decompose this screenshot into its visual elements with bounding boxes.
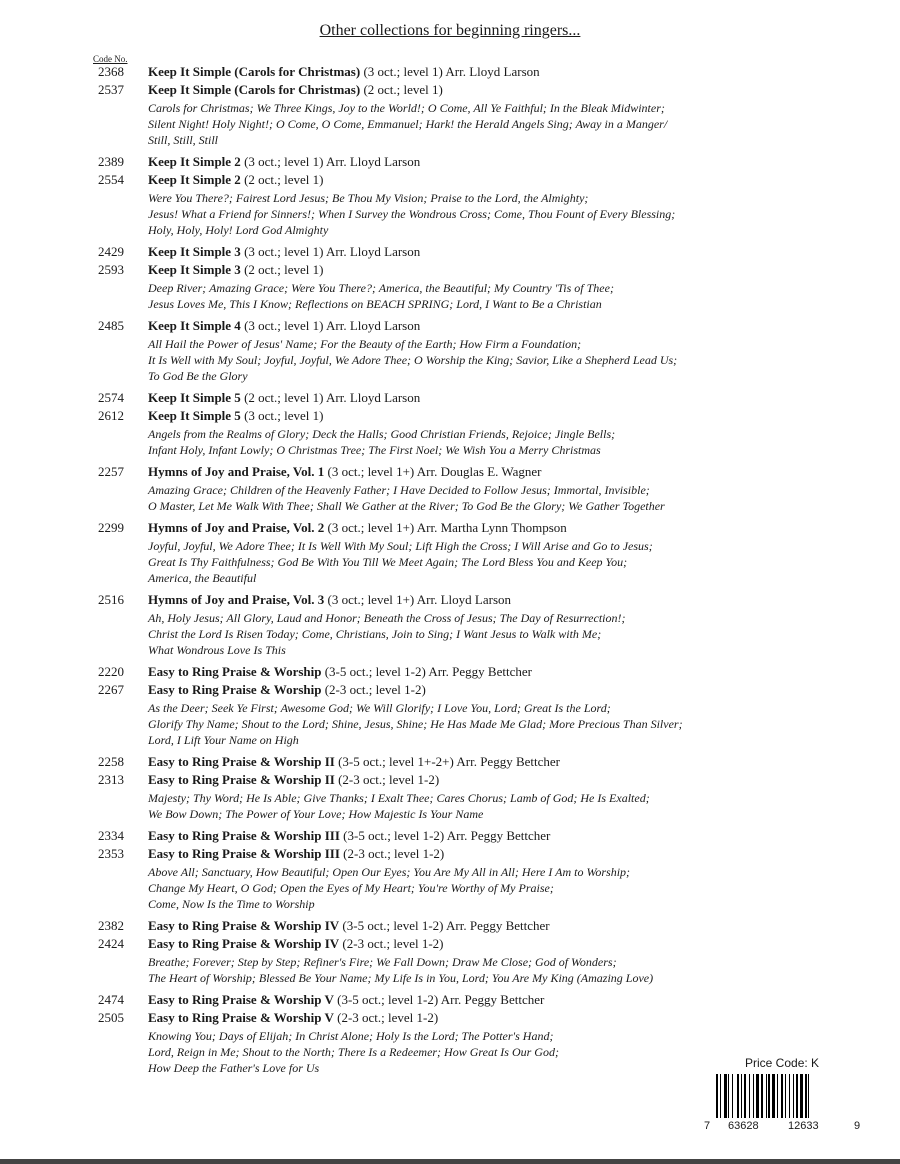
contents-line: Were You There?; Fairest Lord Jesus; Be Thou My Vision; Praise to the Lord, the Almighty; (148, 191, 589, 205)
collection-title: Easy to Ring Praise & Worship IV (148, 918, 340, 933)
code-number: 2299 (98, 520, 124, 535)
contents-line: Angels from the Realms of Glory; Deck the Halls; Good Christian Friends, Rejoice; Jingle Bells; (148, 427, 616, 441)
barcode-bar (732, 1074, 733, 1118)
collection-info: (3-5 oct.; level 1+-2+) Arr. Peggy Bettcher (338, 754, 560, 769)
code-number: 2389 (98, 154, 124, 169)
code-number: 2313 (98, 772, 124, 787)
collection-info: (3-5 oct.; level 1-2) Arr. Peggy Bettcher (342, 918, 550, 933)
collection-title: Keep It Simple 2 (148, 154, 241, 169)
contents-list (0, 426, 860, 458)
contents-line: Jesus Loves Me, This I Know; Reflections on BEACH SPRING; Lord, I Want to Be a Christian (148, 297, 602, 311)
contents-list (0, 100, 860, 148)
entry-text (148, 828, 550, 844)
barcode-bar (785, 1074, 786, 1118)
collection-info: (2-3 oct.; level 1-2) (337, 1010, 439, 1025)
collection-info: (3 oct.; level 1) Arr. Lloyd Larson (244, 318, 421, 333)
code-number: 2485 (98, 318, 124, 333)
contents-list (0, 790, 860, 822)
code-number: 2612 (98, 408, 124, 423)
collection-title: Hymns of Joy and Praise, Vol. 3 (148, 592, 325, 607)
barcode-bar (800, 1074, 803, 1118)
code-number: 2382 (98, 918, 124, 933)
collection-title: Easy to Ring Praise & Worship V (148, 1010, 334, 1025)
barcode-bar (720, 1074, 721, 1118)
collection-info: (2 oct.; level 1) (363, 82, 443, 97)
catalog-entry (0, 318, 860, 384)
entry-line (0, 846, 860, 864)
entry-line (0, 82, 860, 100)
entry-text (148, 772, 439, 788)
contents-line: Joyful, Joyful, We Adore Thee; It Is Well With My Soul; Lift High the Cross; I Will Arise and Go to Jesus; (148, 539, 653, 553)
collection-info: (2 oct.; level 1) Arr. Lloyd Larson (244, 390, 421, 405)
collection-title: Easy to Ring Praise & Worship V (148, 992, 334, 1007)
collection-info: (3 oct.; level 1) Arr. Lloyd Larson (244, 244, 421, 259)
code-number: 2537 (98, 82, 124, 97)
collection-info: (3 oct.; level 1) (244, 408, 324, 423)
entry-text (148, 262, 323, 278)
collection-info: (3-5 oct.; level 1-2) Arr. Peggy Bettcher (337, 992, 545, 1007)
entry-text (148, 390, 420, 406)
entry-line (0, 244, 860, 262)
collection-title: Keep It Simple 2 (148, 172, 241, 187)
contents-list (0, 190, 860, 238)
entry-line (0, 754, 860, 772)
code-number: 2353 (98, 846, 124, 861)
entry-line (0, 992, 860, 1010)
catalog-entry (0, 664, 860, 748)
entry-line (0, 318, 860, 336)
contents-line: America, the Beautiful (148, 571, 257, 585)
collection-info: (2 oct.; level 1) (244, 262, 324, 277)
code-number: 2474 (98, 992, 124, 1007)
barcode-bar (741, 1074, 742, 1118)
collection-title: Easy to Ring Praise & Worship III (148, 828, 340, 843)
barcode-bar (777, 1074, 778, 1118)
code-number: 2505 (98, 1010, 124, 1025)
contents-list (0, 700, 860, 748)
code-number: 2429 (98, 244, 124, 259)
contents-line: Carols for Christmas; We Three Kings, Joy to the World!; O Come, All Ye Faithful; In the Bleak Midwinter; (148, 101, 665, 115)
bottom-rule (0, 1159, 900, 1164)
contents-list (0, 954, 860, 986)
entry-line (0, 390, 860, 408)
contents-line: Knowing You; Days of Elijah; In Christ Alone; Holy Is the Lord; The Potter's Hand; (148, 1029, 554, 1043)
entry-line (0, 664, 860, 682)
barcode-middle-left: 63628 (728, 1120, 759, 1132)
entry-line (0, 408, 860, 426)
code-number: 2257 (98, 464, 124, 479)
catalog-entry (0, 592, 860, 658)
code-number: 2267 (98, 682, 124, 697)
contents-line: O Master, Let Me Walk With Thee; Shall We Gather at the River; To God Be the Glory; We Gather Together (148, 499, 665, 513)
entry-text (148, 520, 567, 536)
contents-line: Change My Heart, O God; Open the Eyes of My Heart; You're Worthy of My Praise; (148, 881, 554, 895)
collection-info: (2-3 oct.; level 1-2) (342, 936, 444, 951)
contents-line: Ah, Holy Jesus; All Glory, Laud and Honor; Beneath the Cross of Jesus; The Day of Resurrection!; (148, 611, 626, 625)
barcode-bar (728, 1074, 729, 1118)
collection-title: Easy to Ring Praise & Worship II (148, 754, 335, 769)
entry-text (148, 1010, 438, 1026)
entry-text (148, 682, 426, 698)
collection-info: (3-5 oct.; level 1-2) Arr. Peggy Bettcher (343, 828, 551, 843)
contents-line: Great Is Thy Faithfulness; God Be With You Till We Meet Again; The Lord Bless You and Keep You; (148, 555, 628, 569)
collection-info: (3 oct.; level 1) Arr. Lloyd Larson (244, 154, 421, 169)
code-number: 2258 (98, 754, 124, 769)
contents-line: Lord, I Lift Your Name on High (148, 733, 299, 747)
catalog-entry (0, 754, 860, 822)
contents-list (0, 336, 860, 384)
contents-line: Jesus! What a Friend for Sinners!; When I Survey the Wondrous Cross; Come, Thou Fount of Every Blessing; (148, 207, 676, 221)
contents-list (0, 864, 860, 912)
contents-line: Holy, Holy, Holy! Lord God Almighty (148, 223, 329, 237)
collection-title: Keep It Simple (Carols for Christmas) (148, 82, 361, 97)
catalog-entry (0, 464, 860, 514)
collection-title: Easy to Ring Praise & Worship IV (148, 936, 340, 951)
entry-text (148, 82, 443, 98)
code-number: 2220 (98, 664, 124, 679)
code-number: 2334 (98, 828, 124, 843)
contents-line: Still, Still, Still (148, 133, 219, 147)
collection-info: (2-3 oct.; level 1-2) (338, 772, 440, 787)
collection-info: (3 oct.; level 1) Arr. Lloyd Larson (363, 64, 540, 79)
catalog-entry (0, 992, 860, 1076)
entry-text (148, 846, 444, 862)
barcode-right-digit: 9 (854, 1120, 861, 1132)
code-number: 2554 (98, 172, 124, 187)
catalog-entry (0, 918, 860, 986)
barcode-bar (793, 1074, 794, 1118)
entry-text (148, 172, 323, 188)
collection-title: Keep It Simple 5 (148, 390, 241, 405)
contents-line: Majesty; Thy Word; He Is Able; Give Thanks; I Exalt Thee; Cares Chorus; Lamb of God; He Is Exalted; (148, 791, 650, 805)
entry-text (148, 918, 550, 934)
contents-line: Silent Night! Holy Night!; O Come, O Come, Emmanuel; Hark! the Herald Angels Sing; Away in a Manger/ (148, 117, 668, 131)
code-number-header: Code No. (93, 54, 128, 64)
collection-title: Keep It Simple 3 (148, 262, 241, 277)
catalog-entry (0, 390, 860, 458)
code-number: 2593 (98, 262, 124, 277)
entry-text (148, 64, 540, 80)
contents-list (0, 1028, 860, 1076)
barcode-bar (724, 1074, 727, 1118)
contents-line: What Wondrous Love Is This (148, 643, 286, 657)
catalog-entry (0, 244, 860, 312)
contents-line: How Deep the Father's Love for Us (148, 1061, 320, 1075)
barcode-bar (768, 1074, 770, 1118)
contents-list (0, 280, 860, 312)
price-code: Price Code: K (745, 1056, 820, 1070)
collection-info: (3 oct.; level 1+) Arr. Martha Lynn Thompson (327, 520, 567, 535)
barcode-bar (781, 1074, 783, 1118)
barcode-left-digit: 7 (704, 1120, 711, 1132)
collection-title: Easy to Ring Praise & Worship (148, 664, 322, 679)
code-number: 2368 (98, 64, 124, 79)
collection-title: Keep It Simple (Carols for Christmas) (148, 64, 361, 79)
contents-line: The Heart of Worship; Blessed Be Your Name; My Life Is in You, Lord; You Are My King (Amazing Love) (148, 971, 654, 985)
barcode-middle-right: 12633 (788, 1120, 819, 1132)
contents-list (0, 610, 860, 658)
entry-text (148, 664, 532, 680)
entry-line (0, 936, 860, 954)
contents-line: Lord, Reign in Me; Shout to the North; There Is a Redeemer; How Great Is Our God; (148, 1045, 559, 1059)
entry-text (148, 244, 420, 260)
collection-info: (2-3 oct.; level 1-2) (324, 682, 426, 697)
entry-line (0, 828, 860, 846)
barcode (704, 1074, 861, 1132)
contents-line: We Bow Down; The Power of Your Love; How Majestic Is Your Name (148, 807, 484, 821)
entry-line (0, 918, 860, 936)
entry-line (0, 592, 860, 610)
barcode-bar (749, 1074, 750, 1118)
barcode-bar (756, 1074, 759, 1118)
entry-line (0, 464, 860, 482)
contents-line: Come, Now Is the Time to Worship (148, 897, 315, 911)
contents-line: It Is Well with My Soul; Joyful, Joyful, We Adore Thee; O Worship the King; Savior, Like a Shepherd Lead Us; (148, 353, 678, 367)
barcode-bar (789, 1074, 790, 1118)
collection-info: (3 oct.; level 1+) Arr. Douglas E. Wagner (327, 464, 542, 479)
catalog-entry (0, 520, 860, 586)
barcode-bars (716, 1074, 848, 1118)
contents-line: As the Deer; Seek Ye First; Awesome God; We Will Glorify; I Love You, Lord; Great Is the Lord; (148, 701, 611, 715)
barcode-bar (744, 1074, 746, 1118)
barcode-bar (716, 1074, 718, 1118)
barcode-bar (808, 1074, 809, 1118)
entry-text (148, 992, 544, 1008)
catalog-list (0, 64, 860, 1082)
entry-line (0, 262, 860, 280)
collection-info: (3 oct.; level 1+) Arr. Lloyd Larson (327, 592, 512, 607)
collection-title: Keep It Simple 4 (148, 318, 241, 333)
entry-line (0, 1010, 860, 1028)
entry-line (0, 172, 860, 190)
contents-line: All Hail the Power of Jesus' Name; For the Beauty of the Earth; How Firm a Foundation; (148, 337, 582, 351)
code-number: 2516 (98, 592, 124, 607)
entry-line (0, 154, 860, 172)
collection-info: (2 oct.; level 1) (244, 172, 324, 187)
code-number: 2424 (98, 936, 124, 951)
entry-text (148, 154, 420, 170)
catalog-entry (0, 828, 860, 912)
contents-line: Amazing Grace; Children of the Heavenly Father; I Have Decided to Follow Jesus; Immortal, Invisible; (148, 483, 650, 497)
collection-title: Easy to Ring Praise & Worship II (148, 772, 335, 787)
contents-list (0, 538, 860, 586)
contents-line: Above All; Sanctuary, How Beautiful; Open Our Eyes; You Are My All in All; Here I Am to Worship; (148, 865, 631, 879)
entry-line (0, 520, 860, 538)
contents-line: To God Be the Glory (148, 369, 248, 383)
collection-title: Keep It Simple 5 (148, 408, 241, 423)
contents-line: Breathe; Forever; Step by Step; Refiner's Fire; We Fall Down; Draw Me Close; God of Wonders; (148, 955, 617, 969)
collection-info: (3-5 oct.; level 1-2) Arr. Peggy Bettcher (324, 664, 532, 679)
entry-line (0, 682, 860, 700)
collection-title: Easy to Ring Praise & Worship (148, 682, 322, 697)
barcode-bar (796, 1074, 798, 1118)
page-title: Other collections for beginning ringers... (319, 22, 581, 39)
barcode-bar (761, 1074, 763, 1118)
entry-text (148, 408, 323, 424)
barcode-bar (772, 1074, 775, 1118)
entry-text (148, 464, 542, 480)
entry-text (148, 318, 420, 334)
entry-text (148, 592, 511, 608)
entry-text (148, 754, 560, 770)
contents-line: Deep River; Amazing Grace; Were You There?; America, the Beautiful; My Country 'Tis of Thee; (148, 281, 614, 295)
collection-title: Keep It Simple 3 (148, 244, 241, 259)
catalog-entry (0, 64, 860, 148)
contents-line: Christ the Lord Is Risen Today; Come, Christians, Join to Sing; I Want Jesus to Walk with Me; (148, 627, 602, 641)
collection-title: Easy to Ring Praise & Worship III (148, 846, 340, 861)
collection-info: (2-3 oct.; level 1-2) (343, 846, 445, 861)
entry-line (0, 772, 860, 790)
entry-line (0, 64, 860, 82)
contents-line: Glorify Thy Name; Shout to the Lord; Shine, Jesus, Shine; He Has Made Me Glad; More Precious Than Silver; (148, 717, 683, 731)
contents-line: Infant Holy, Infant Lowly; O Christmas Tree; The First Noel; We Wish You a Merry Christmas (148, 443, 601, 457)
code-number: 2574 (98, 390, 124, 405)
catalog-entry (0, 154, 860, 238)
entry-text (148, 936, 444, 952)
barcode-bar (737, 1074, 739, 1118)
barcode-bar (805, 1074, 807, 1118)
barcode-bar (766, 1074, 767, 1118)
collection-title: Hymns of Joy and Praise, Vol. 1 (148, 464, 325, 479)
contents-list (0, 482, 860, 514)
barcode-bar (753, 1074, 754, 1118)
collection-title: Hymns of Joy and Praise, Vol. 2 (148, 520, 325, 535)
